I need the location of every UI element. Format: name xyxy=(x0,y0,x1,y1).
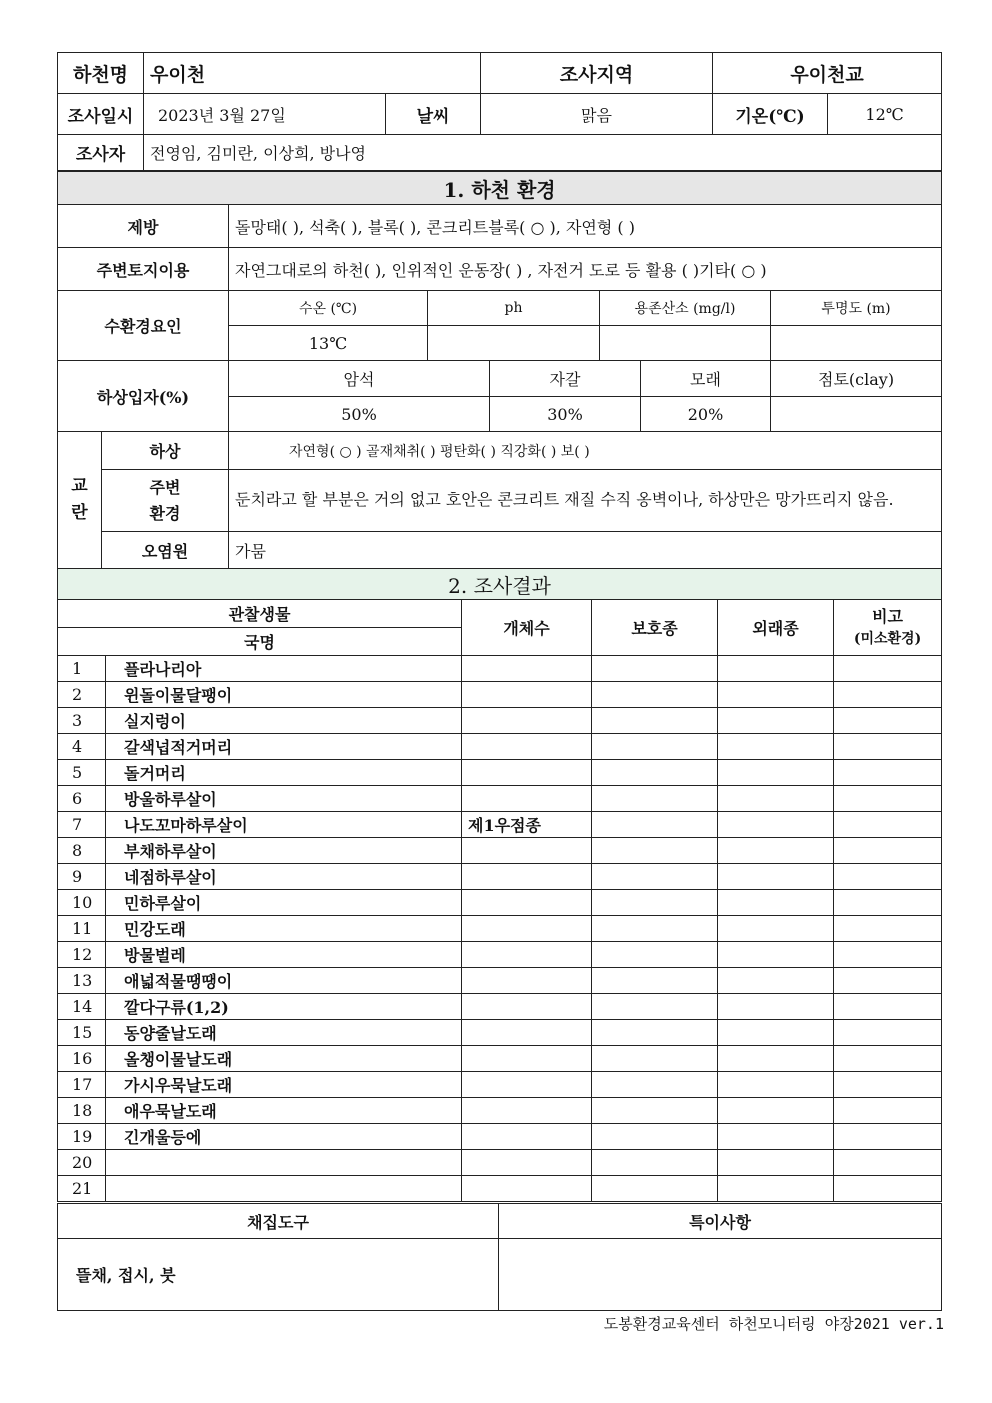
row-number: 6 xyxy=(58,786,106,812)
individual-count xyxy=(462,864,592,890)
row-number: 2 xyxy=(58,682,106,708)
foreign-species-header: 외래종 xyxy=(718,600,834,656)
row-number: 15 xyxy=(58,1020,106,1046)
foreign-cell xyxy=(718,890,834,916)
korean-name-header: 국명 xyxy=(58,628,462,656)
note-header xyxy=(834,600,942,656)
note-cell xyxy=(834,968,942,994)
note-cell xyxy=(834,864,942,890)
row-number: 20 xyxy=(58,1150,106,1176)
protected-cell xyxy=(592,1176,718,1202)
foreign-cell xyxy=(718,656,834,682)
individual-count xyxy=(462,838,592,864)
survey-area-label: 조사지역 xyxy=(481,53,713,94)
note-sub-label: (미소환경) xyxy=(853,631,922,647)
header-table xyxy=(57,52,942,171)
individual-count xyxy=(462,734,592,760)
note-cell xyxy=(834,838,942,864)
environment-section-title: 1. 하천 환경 xyxy=(58,172,942,205)
temperature-label: 기온(℃) xyxy=(713,94,828,135)
disturbance-text: 교란 xyxy=(71,475,88,523)
ph-header: ph xyxy=(428,291,600,326)
river-name-value: 우이천 xyxy=(144,53,481,94)
sand-value: 20% xyxy=(641,397,771,432)
foreign-cell xyxy=(718,968,834,994)
species-name: 방물벌레 xyxy=(106,942,462,968)
foreign-cell xyxy=(718,760,834,786)
protected-cell xyxy=(592,994,718,1020)
foreign-cell xyxy=(718,864,834,890)
foreign-cell xyxy=(718,1020,834,1046)
foreign-cell xyxy=(718,1098,834,1124)
table-row xyxy=(58,968,942,994)
species-name: 갈색넙적거머리 xyxy=(106,734,462,760)
note-cell xyxy=(834,1020,942,1046)
table-row xyxy=(58,1098,942,1124)
land-use-value: 자연그대로의 하천( ), 인위적인 운동장( ) , 자전거 도로 등 활용 ( )기타( ○ ) xyxy=(229,248,942,291)
species-name: 윈돌이물달팽이 xyxy=(106,682,462,708)
table-row xyxy=(58,1046,942,1072)
species-name: 애우묵날도래 xyxy=(106,1098,462,1124)
bed-particle-label: 하상입자(%) xyxy=(58,361,229,432)
row-number: 4 xyxy=(58,734,106,760)
individual-count xyxy=(462,656,592,682)
protected-cell xyxy=(592,682,718,708)
embankment-label: 제방 xyxy=(58,205,229,248)
results-section-title: 2. 조사결과 xyxy=(58,569,942,600)
species-name: 방울하루살이 xyxy=(106,786,462,812)
note-cell xyxy=(834,1098,942,1124)
individual-count xyxy=(462,786,592,812)
species-name: 부채하루살이 xyxy=(106,838,462,864)
rock-value: 50% xyxy=(229,397,490,432)
foreign-cell xyxy=(718,994,834,1020)
surveyor-label: 조사자 xyxy=(58,135,144,171)
protected-cell xyxy=(592,864,718,890)
table-row xyxy=(58,760,942,786)
species-name: 나도꼬마하루살이 xyxy=(106,812,462,838)
riverbed-label: 하상 xyxy=(102,432,229,470)
individual-count xyxy=(462,968,592,994)
row-number: 5 xyxy=(58,760,106,786)
species-name: 깔다구류(1,2) xyxy=(106,994,462,1020)
table-row xyxy=(58,786,942,812)
foreign-cell xyxy=(718,1046,834,1072)
surveyor-value: 전영임, 김미란, 이상희, 방나영 xyxy=(144,135,942,171)
clay-header: 점토(clay) xyxy=(771,361,942,397)
pollution-source-label: 오염원 xyxy=(102,532,229,569)
individual-count xyxy=(462,916,592,942)
protected-cell xyxy=(592,656,718,682)
riverbed-value: 자연형( ○ ) 골재채취( ) 평탄화( ) 직강화( ) 보( ) xyxy=(229,432,942,470)
row-number: 16 xyxy=(58,1046,106,1072)
protected-cell xyxy=(592,812,718,838)
rock-header: 암석 xyxy=(229,361,490,397)
foreign-cell xyxy=(718,734,834,760)
species-name: 돌거머리 xyxy=(106,760,462,786)
species-name xyxy=(106,1150,462,1176)
individual-count xyxy=(462,760,592,786)
table-row xyxy=(58,1020,942,1046)
note-cell xyxy=(834,812,942,838)
sand-header: 모래 xyxy=(641,361,771,397)
species-name: 민강도래 xyxy=(106,916,462,942)
table-row xyxy=(58,838,942,864)
foreign-cell xyxy=(718,786,834,812)
table-row xyxy=(58,1124,942,1150)
foreign-cell xyxy=(718,708,834,734)
species-name: 애넓적물땡땡이 xyxy=(106,968,462,994)
protected-cell xyxy=(592,838,718,864)
protected-cell xyxy=(592,968,718,994)
table-row xyxy=(58,734,942,760)
species-rows xyxy=(58,656,942,1202)
foreign-cell xyxy=(718,812,834,838)
row-number: 7 xyxy=(58,812,106,838)
species-name: 실지렁이 xyxy=(106,708,462,734)
foreign-cell xyxy=(718,682,834,708)
survey-date-label: 조사일시 xyxy=(58,94,144,135)
individual-count xyxy=(462,708,592,734)
protected-cell xyxy=(592,1098,718,1124)
note-cell xyxy=(834,994,942,1020)
individual-count xyxy=(462,1072,592,1098)
table-row xyxy=(58,864,942,890)
survey-date-value: 2023년 3월 27일 xyxy=(144,94,386,135)
weather-value: 맑음 xyxy=(481,94,713,135)
protected-cell xyxy=(592,942,718,968)
table-row xyxy=(58,1072,942,1098)
dissolved-oxygen-header: 용존산소 (mg/l) xyxy=(600,291,771,326)
protected-cell xyxy=(592,786,718,812)
table-row xyxy=(58,890,942,916)
weather-label: 날씨 xyxy=(386,94,481,135)
note-cell xyxy=(834,656,942,682)
water-temp-header: 수온 (℃) xyxy=(229,291,428,326)
table-row xyxy=(58,916,942,942)
note-cell xyxy=(834,1176,942,1202)
row-number: 8 xyxy=(58,838,106,864)
note-cell xyxy=(834,942,942,968)
collection-tools-label: 채집도구 xyxy=(58,1204,499,1239)
species-name: 동양줄날도래 xyxy=(106,1020,462,1046)
table-row xyxy=(58,942,942,968)
species-name: 가시우묵날도래 xyxy=(106,1072,462,1098)
individual-count xyxy=(462,1098,592,1124)
foreign-cell xyxy=(718,1176,834,1202)
surroundings-label: 주변 환경 xyxy=(102,470,229,532)
foreign-cell xyxy=(718,1072,834,1098)
note-label: 비고 xyxy=(872,607,903,626)
note-cell xyxy=(834,1072,942,1098)
species-name: 올챙이물날도래 xyxy=(106,1046,462,1072)
individual-count xyxy=(462,1150,592,1176)
table-row xyxy=(58,656,942,682)
protected-cell xyxy=(592,1150,718,1176)
pollution-source-value: 가뭄 xyxy=(229,532,942,569)
row-number: 17 xyxy=(58,1072,106,1098)
protected-cell xyxy=(592,916,718,942)
environment-table xyxy=(57,171,942,569)
results-table xyxy=(57,568,942,1202)
disturbance-label xyxy=(58,432,102,569)
protected-cell xyxy=(592,1046,718,1072)
individual-count xyxy=(462,1124,592,1150)
individual-count xyxy=(462,682,592,708)
gravel-value: 30% xyxy=(490,397,641,432)
table-row xyxy=(58,994,942,1020)
species-name: 긴개울등에 xyxy=(106,1124,462,1150)
row-number: 1 xyxy=(58,656,106,682)
foreign-cell xyxy=(718,838,834,864)
individual-count xyxy=(462,1176,592,1202)
water-factors-label: 수환경요인 xyxy=(58,291,229,361)
note-cell xyxy=(834,890,942,916)
individual-count xyxy=(462,942,592,968)
individual-count xyxy=(462,994,592,1020)
row-number: 3 xyxy=(58,708,106,734)
row-number: 19 xyxy=(58,1124,106,1150)
species-name: 민하루살이 xyxy=(106,890,462,916)
temperature-value: 12℃ xyxy=(828,94,942,135)
land-use-label: 주변토지이용 xyxy=(58,248,229,291)
note-cell xyxy=(834,916,942,942)
note-cell xyxy=(834,1150,942,1176)
foreign-cell xyxy=(718,1150,834,1176)
row-number: 10 xyxy=(58,890,106,916)
transparency-value xyxy=(771,326,942,361)
table-row xyxy=(58,682,942,708)
row-number: 9 xyxy=(58,864,106,890)
note-cell xyxy=(834,682,942,708)
observed-organism-header: 관찰생물 xyxy=(58,600,462,628)
row-number: 21 xyxy=(58,1176,106,1202)
row-number: 18 xyxy=(58,1098,106,1124)
footer-text: 도봉환경교육센터 하천모니터링 야장2021 ver.1 xyxy=(603,1315,944,1333)
individual-count xyxy=(462,1020,592,1046)
protected-species-header: 보호종 xyxy=(592,600,718,656)
individual-count: 제1우점종 xyxy=(462,812,592,838)
note-cell xyxy=(834,786,942,812)
special-notes-value xyxy=(499,1239,942,1311)
row-number: 13 xyxy=(58,968,106,994)
individual-count xyxy=(462,890,592,916)
note-cell xyxy=(834,760,942,786)
protected-cell xyxy=(592,1072,718,1098)
table-row xyxy=(58,1176,942,1202)
surroundings-value: 둔치라고 할 부분은 거의 없고 호안은 콘크리트 재질 수직 옹벽이나, 하상만은 망가뜨리지 않음. xyxy=(229,470,942,532)
river-name-label: 하천명 xyxy=(58,53,144,94)
row-number: 11 xyxy=(58,916,106,942)
note-cell xyxy=(834,734,942,760)
survey-area-value: 우이천교 xyxy=(713,53,942,94)
embankment-value: 돌망태( ), 석축( ), 블록( ), 콘크리트블록( ○ ), 자연형 ( ) xyxy=(229,205,942,248)
row-number: 12 xyxy=(58,942,106,968)
gravel-header: 자갈 xyxy=(490,361,641,397)
row-number: 14 xyxy=(58,994,106,1020)
foreign-cell xyxy=(718,1124,834,1150)
protected-cell xyxy=(592,760,718,786)
count-header: 개체수 xyxy=(462,600,592,656)
tools-table xyxy=(57,1203,942,1311)
note-cell xyxy=(834,1124,942,1150)
note-cell xyxy=(834,708,942,734)
ph-value xyxy=(428,326,600,361)
table-row xyxy=(58,1150,942,1176)
water-temp-value: 13℃ xyxy=(229,326,428,361)
foreign-cell xyxy=(718,942,834,968)
table-row xyxy=(58,812,942,838)
species-name: 플라나리아 xyxy=(106,656,462,682)
special-notes-label: 특이사항 xyxy=(499,1204,942,1239)
collection-tools-value: 뜰채, 접시, 붓 xyxy=(58,1239,499,1311)
protected-cell xyxy=(592,734,718,760)
clay-value xyxy=(771,397,942,432)
protected-cell xyxy=(592,708,718,734)
species-name: 네점하루살이 xyxy=(106,864,462,890)
species-name xyxy=(106,1176,462,1202)
protected-cell xyxy=(592,1020,718,1046)
protected-cell xyxy=(592,1124,718,1150)
individual-count xyxy=(462,1046,592,1072)
transparency-header: 투명도 (m) xyxy=(771,291,942,326)
foreign-cell xyxy=(718,916,834,942)
dissolved-oxygen-value xyxy=(600,326,771,361)
table-row xyxy=(58,708,942,734)
protected-cell xyxy=(592,890,718,916)
note-cell xyxy=(834,1046,942,1072)
